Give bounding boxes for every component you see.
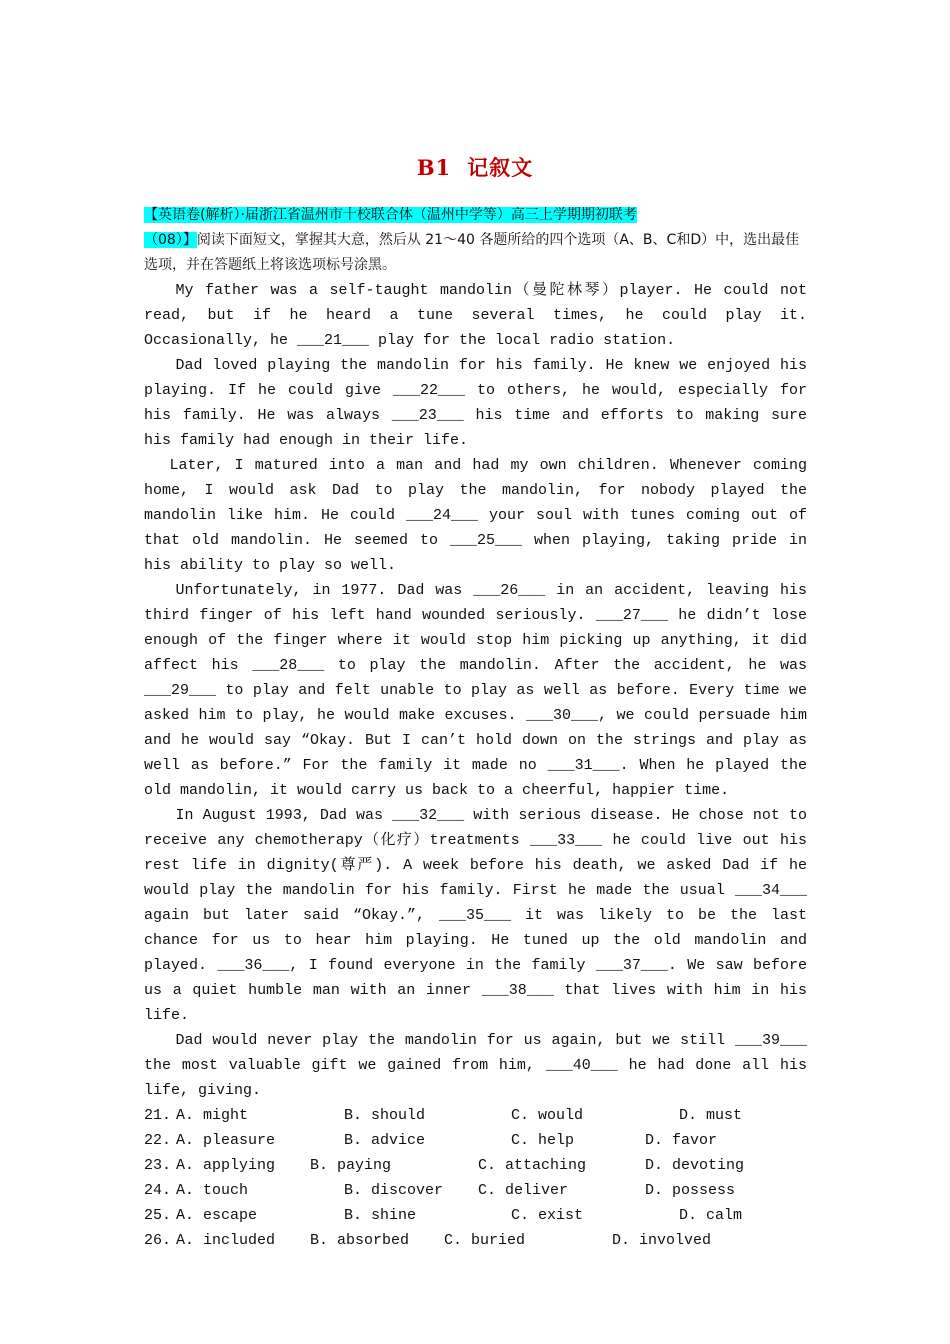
passage-paragraph-4: Unfortunately, in 1977. Dad was ___26___ in an accident, leaving his third finger of his left hand wounded seriously. ___27___ he didn’t lose enough of the finger where it would stop him picking up anything, it did affect his ___28___ to play the mandolin. After the accident, he was ___29___ to play and felt unable to play as well as before. Every time we asked him to play, he would make excuses. ___30___, we could persuade him and he would say “Okay. But I can’t hold down on the strings and play as well as before.” For the family it made no ___31___. When he played the old mandolin, it would carry us back to a cheerful, happier time. (144, 582, 807, 799)
option-d: D. favor (645, 1132, 718, 1149)
exam-content (144, 203, 807, 1253)
option-d: D. calm (679, 1207, 743, 1224)
source-block (144, 203, 807, 278)
instruction-text: 阅读下面短文，掌握其大意，然后从 21～40 各题所给的四个选项（A、B、C和D）中，选出最佳选项，并在答题纸上将该选项标号涂黑。 (144, 232, 800, 273)
option-c: C. deliver (478, 1182, 569, 1199)
option-c: C. attaching (478, 1157, 587, 1174)
question-number: 24. (144, 1182, 172, 1199)
option-b: B. discover (344, 1182, 444, 1199)
option-c: C. buried (444, 1232, 526, 1249)
section-title: 记叙文 (467, 155, 534, 180)
question-number: 23. (144, 1157, 172, 1174)
option-c: C. would (511, 1107, 584, 1124)
question-row (144, 1203, 807, 1228)
option-d: D. must (679, 1107, 743, 1124)
option-c: C. exist (511, 1207, 584, 1224)
option-b: B. advice (344, 1132, 426, 1149)
passage-paragraph-3: Later, I matured into a man and had my own children. Whenever coming home, I would ask Dad to play the mandolin, for nobody played the mandolin like him. He could ___24___ your soul with tunes coming out of that old mandolin. He seemed to ___25___ when playing, taking pride in his ability to play so well. (144, 457, 807, 574)
question-number: 25. (144, 1207, 172, 1224)
option-d: D. devoting (645, 1157, 745, 1174)
option-c: C. help (511, 1132, 575, 1149)
option-a: A. applying (176, 1157, 276, 1174)
option-a: A. escape (176, 1207, 258, 1224)
question-row (144, 1178, 807, 1203)
option-b: B. should (344, 1107, 426, 1124)
page-title (0, 152, 950, 182)
passage-paragraph-1: My father was a self-taught mandolin（曼陀林琴）player. He could not read, but if he heard a tune several times, he could play it. Occasionally, he ___21___ play for the local radio station. (144, 282, 807, 349)
option-a: A. included (176, 1232, 276, 1249)
source-highlight-2: （08）】 (144, 232, 197, 248)
question-number: 22. (144, 1132, 172, 1149)
question-row (144, 1228, 807, 1253)
option-b: B. paying (310, 1157, 392, 1174)
option-b: B. shine (344, 1207, 417, 1224)
passage-paragraph-2: Dad loved playing the mandolin for his family. He knew we enjoyed his playing. If he could give ___22___ to others, he would, especially for his family. He was always ___23___ his time and efforts to making sure his family had enough in their life. (144, 357, 807, 449)
passage-paragraph-6: Dad would never play the mandolin for us again, but we still ___39___ the most valuable gift we gained from him, ___40___ he had done all his life, giving. (144, 1032, 807, 1099)
question-number: 21. (144, 1107, 172, 1124)
option-a: A. pleasure (176, 1132, 276, 1149)
question-row (144, 1103, 807, 1128)
option-b: B. absorbed (310, 1232, 410, 1249)
question-options (144, 1103, 807, 1253)
source-highlight-1: 【英语卷(解析）·届浙江省温州市十校联合体（温州中学等）高三上学期期初联考 (144, 207, 637, 223)
passage-paragraph-5: In August 1993, Dad was ___32___ with serious disease. He chose not to receive any chemotherapy（化疗）treatments ___33___ he could live out his rest life in dignity(尊严). A week before his death, we asked Dad if he would play the mandolin for his family. First he made the usual ___34___ again but later said “Okay.”, ___35___ it was likely to be the last chance for us to hear him playing. He tuned up the old mandolin and played. ___36___, I found everyone in the family ___37___. We saw before us a quiet humble man with an inner ___38___ that lives with him in his life. (144, 807, 807, 1024)
section-code: B1 (416, 155, 452, 180)
option-a: A. touch (176, 1182, 249, 1199)
question-number: 26. (144, 1232, 172, 1249)
question-row (144, 1128, 807, 1153)
option-a: A. might (176, 1107, 249, 1124)
question-row (144, 1153, 807, 1178)
option-d: D. possess (645, 1182, 736, 1199)
option-d: D. involved (612, 1232, 712, 1249)
